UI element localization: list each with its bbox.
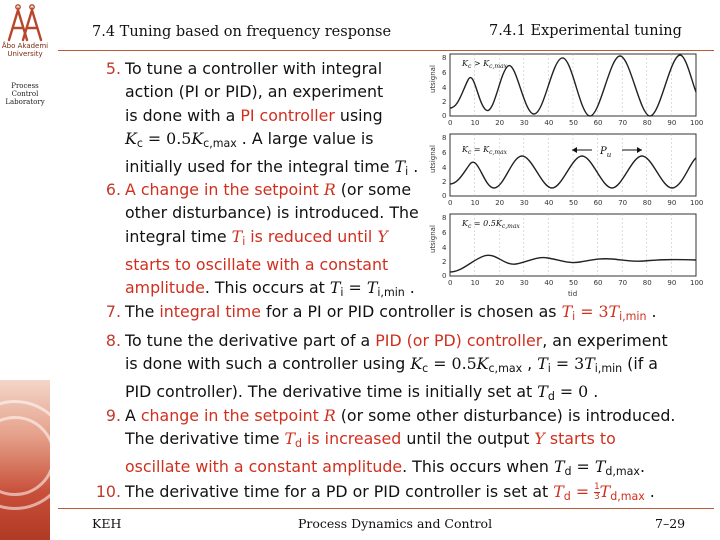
y-tick-label: 0 <box>442 112 447 120</box>
x-tick-label: 100 <box>690 279 704 287</box>
x-tick-label: 40 <box>544 199 554 207</box>
lab-name <box>0 82 50 106</box>
x-tick-label: 30 <box>519 279 529 287</box>
footer-course: Process Dynamics and Control <box>298 516 493 531</box>
x-axis-label: tid <box>568 290 578 298</box>
x-tick-label: 10 <box>470 199 480 207</box>
item-number: 8. <box>105 331 121 350</box>
item-text: To tune a controller with integral action (PI or PID), an experiment is done with a PI controller using $K_c = 0.5K_{c,max}$ . A large value is initially used for the integral time $T_i$ . <box>125 59 419 178</box>
x-tick-label: 30 <box>519 119 529 127</box>
svg-text:Pu: $P_u$ <box>600 146 612 159</box>
panel-label: $K_c = 0.5K_{c,max}$ <box>462 219 520 230</box>
university-logo-icon <box>5 4 45 44</box>
x-tick-label: 50 <box>569 279 578 287</box>
y-tick-label: 4 <box>442 164 447 172</box>
x-tick-label: 60 <box>593 199 603 207</box>
panel-label: $K_c = K_{c,max}$ <box>462 145 508 156</box>
university-name-line: Åbo Akademi <box>1 42 49 50</box>
y-tick-label: 2 <box>442 98 447 106</box>
x-tick-label: 70 <box>618 199 628 207</box>
item-text: To tune the derivative part of a PID (or PD) controller, an experiment is done with such a controller using $K_c = 0.5K_{c,max}$ , $T_i = 3T_{i,min}$ (if a PID controller). The derivative time is initially set at $T_d = 0$ . <box>125 331 668 404</box>
x-tick-label: 70 <box>618 279 628 287</box>
plot-panel-unstable <box>428 52 704 132</box>
x-tick-label: 10 <box>470 119 480 127</box>
university-name <box>0 42 50 58</box>
decorative-seal-band <box>0 380 50 540</box>
lab-name-line: Control <box>11 90 39 98</box>
x-tick-label: 0 <box>448 119 453 127</box>
x-tick-label: 0 <box>448 199 453 207</box>
plot-panel-critical <box>428 132 704 212</box>
x-tick-labels <box>448 279 703 287</box>
y-tick-label: 6 <box>442 229 447 237</box>
item-number: 6. <box>105 180 121 199</box>
x-tick-label: 60 <box>593 279 603 287</box>
y-tick-label: 6 <box>442 69 447 77</box>
y-tick-label: 2 <box>442 258 447 266</box>
y-axis-label: utsignal <box>429 65 437 93</box>
x-tick-label: 40 <box>544 119 554 127</box>
x-tick-label: 30 <box>519 199 529 207</box>
x-tick-labels <box>448 119 703 127</box>
y-tick-label: 4 <box>442 244 447 252</box>
item-number: 9. <box>105 406 121 425</box>
y-tick-label: 0 <box>442 272 447 280</box>
x-tick-label: 80 <box>642 199 652 207</box>
section-title: 7.4 Tuning based on frequency response <box>92 24 392 40</box>
x-tick-label: 20 <box>495 199 505 207</box>
footer-author: KEH <box>92 516 122 531</box>
university-name-line: University <box>7 50 43 58</box>
item-text: A change in the setpoint R (or some other disturbance) is introduced. The derivative time $T_d$ is increased until the output Y starts to oscillate with a constant amplitude. This occurs when $T_d = T_{d,max}$. <box>125 406 676 479</box>
y-tick-label: 8 <box>442 134 447 142</box>
item-text: A change in the setpoint R (or some other disturbance) is introduced. The integral time $T_i$ is reduced until Y starts to oscillate with a constant amplitude. This occurs at $T_i = T_{i,min}$ . <box>125 180 419 299</box>
x-tick-label: 100 <box>690 119 704 127</box>
x-tick-label: 90 <box>667 199 677 207</box>
y-tick-label: 2 <box>442 178 447 186</box>
x-tick-label: 100 <box>690 199 704 207</box>
item-text: The integral time for a PI or PID controller is chosen as $T_i = 3T_{i,min}$ . <box>125 302 657 323</box>
x-tick-label: 90 <box>667 279 677 287</box>
y-tick-label: 8 <box>442 54 447 62</box>
x-tick-label: 70 <box>618 119 628 127</box>
item-text: The derivative time for a PD or PID controller is set at $T_d$ = $\frac{1}{3}$ $T_{d,max}$ . <box>125 482 655 503</box>
y-tick-label: 6 <box>442 149 447 157</box>
footer-divider <box>58 508 714 509</box>
x-tick-label: 10 <box>470 279 480 287</box>
plot-panel-half-gain <box>428 212 704 300</box>
x-tick-label: 20 <box>495 119 505 127</box>
oscillation-plots <box>428 52 704 300</box>
x-tick-label: 20 <box>495 279 505 287</box>
panel-label: $K_c > K_{c,max}$ <box>462 59 508 70</box>
x-tick-label: 0 <box>448 279 453 287</box>
y-tick-label: 4 <box>442 84 447 92</box>
x-tick-label: 50 <box>569 199 578 207</box>
x-tick-label: 80 <box>642 279 652 287</box>
x-tick-label: 50 <box>569 119 578 127</box>
lab-name-line: Laboratory <box>5 98 45 106</box>
x-tick-label: 60 <box>593 119 603 127</box>
item-number: 7. <box>105 302 121 321</box>
header-divider <box>58 50 714 51</box>
sidebar <box>0 0 50 540</box>
lab-name-line: Process <box>11 82 39 90</box>
item-number: 10. <box>95 482 121 501</box>
x-tick-label: 90 <box>667 119 677 127</box>
item-number: 5. <box>105 59 121 78</box>
x-tick-labels <box>448 199 703 207</box>
y-axis-label: utsignal <box>429 145 437 173</box>
y-axis-label: utsignal <box>429 225 437 253</box>
y-tick-label: 8 <box>442 214 447 222</box>
x-tick-label: 80 <box>642 119 652 127</box>
subsection-title: 7.4.1 Experimental tuning <box>489 23 682 39</box>
footer-page-number: 7–29 <box>655 516 686 531</box>
y-tick-label: 0 <box>442 192 447 200</box>
x-tick-label: 40 <box>544 279 554 287</box>
